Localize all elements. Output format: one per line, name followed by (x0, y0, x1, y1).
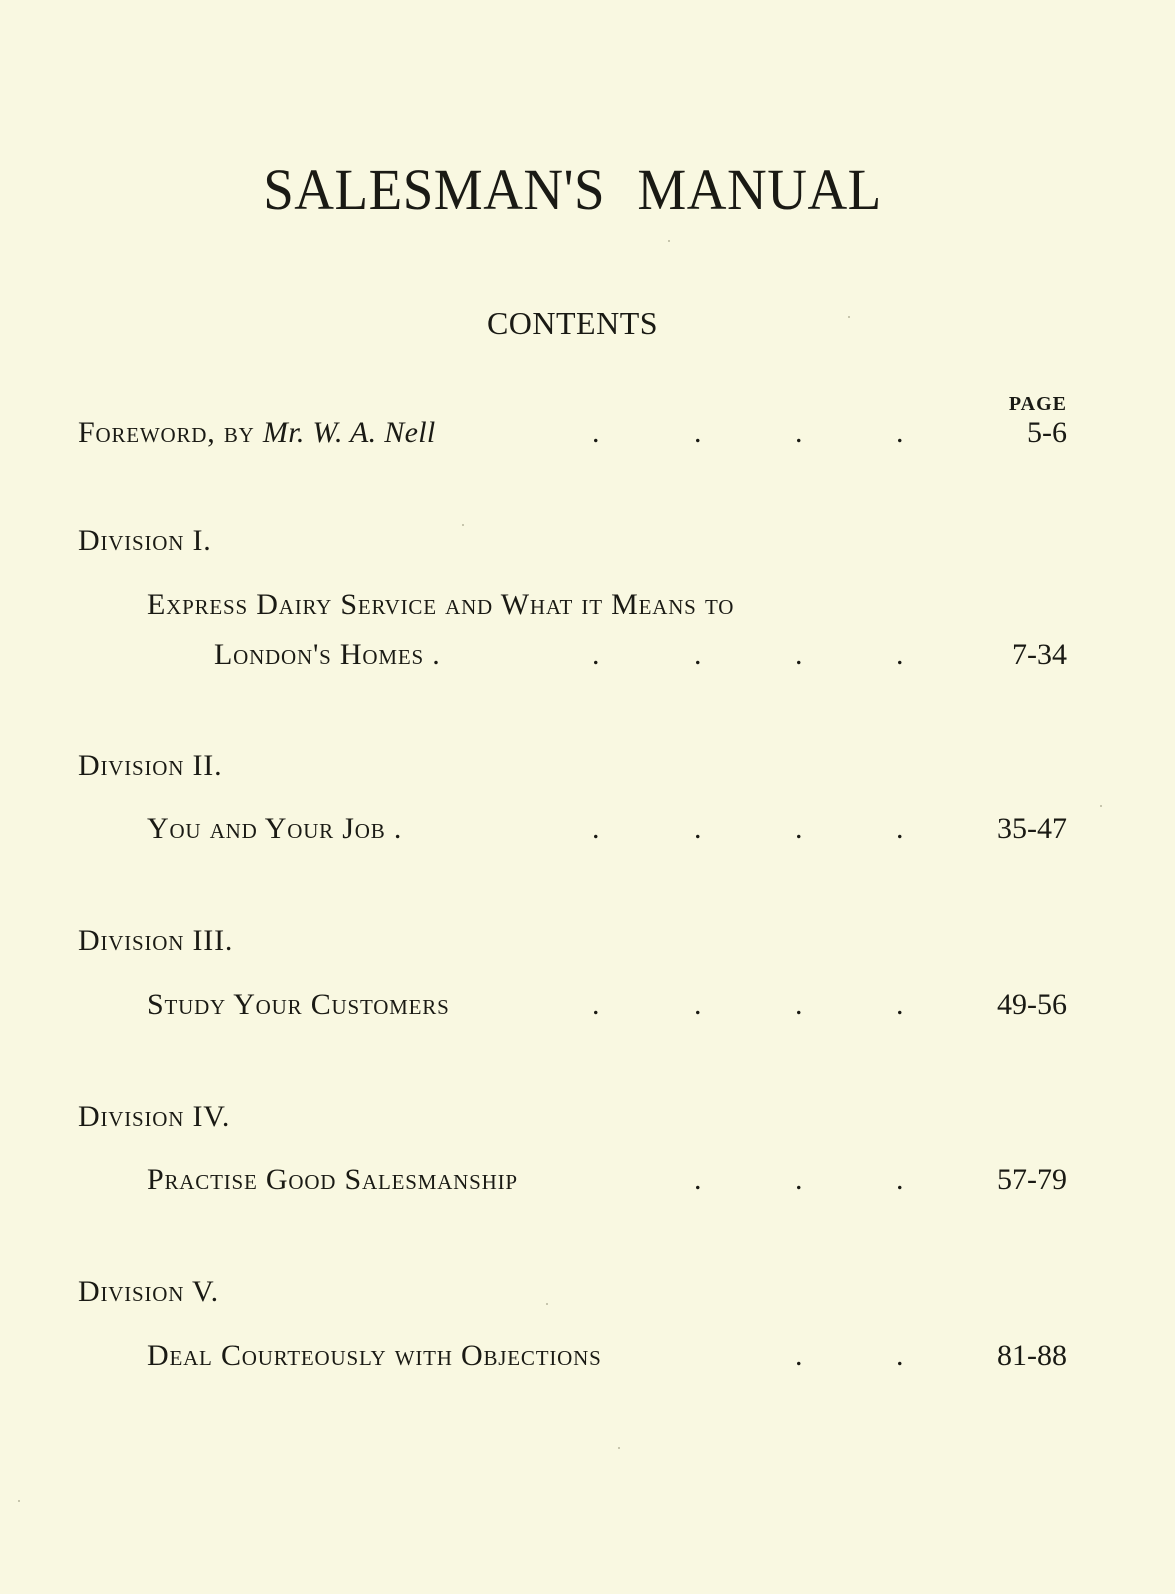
leader-dot: . (694, 416, 702, 449)
foreword-label (78, 418, 435, 448)
leader-dot: . (795, 812, 803, 845)
leader-dot: . (896, 1339, 904, 1372)
leader-dot: . (694, 988, 702, 1021)
chapter-pages: 49-56 (997, 988, 1067, 1021)
page-column-label: PAGE (1008, 393, 1067, 415)
chapter-title: Study Your Customers (147, 988, 450, 1021)
chapter-pages: 81-88 (997, 1339, 1067, 1372)
leader-dot: . (592, 416, 600, 449)
leader-dot: . (694, 1163, 702, 1196)
chapter-title: Deal Courteously with Objections (147, 1339, 602, 1372)
leader-dot: . (795, 988, 803, 1021)
manual-title: SALESMAN'S MANUAL (263, 157, 882, 222)
scan-speck (848, 316, 850, 318)
chapter-pages: 35-47 (997, 812, 1067, 845)
scan-speck (546, 1303, 548, 1305)
leader-dot: . (592, 638, 600, 671)
leader-dot: . (795, 638, 803, 671)
chapter-title: Practise Good Salesmanship (147, 1163, 518, 1196)
scan-speck (1100, 805, 1102, 807)
leader-dot: . (795, 416, 803, 449)
division-4-heading: Division IV. (78, 1100, 231, 1133)
leader-dot: . (592, 812, 600, 845)
scan-speck (668, 240, 670, 242)
scan-speck (462, 524, 464, 526)
leader-dot: . (694, 812, 702, 845)
chapter-pages: 57-79 (997, 1163, 1067, 1196)
chapter-title-cont: London's Homes . (214, 638, 441, 671)
leader-dot: . (896, 638, 904, 671)
leader-dot: . (896, 416, 904, 449)
division-3-heading: Division III. (78, 924, 234, 957)
leader-dot: . (896, 1163, 904, 1196)
leader-dot: . (896, 988, 904, 1021)
division-1-heading: Division I. (78, 524, 212, 557)
leader-dot: . (795, 1163, 803, 1196)
leader-dot: . (592, 988, 600, 1021)
foreword-author: Mr. W. A. Nell (262, 416, 436, 449)
division-5-heading: Division V. (78, 1275, 219, 1308)
chapter-pages: 7-34 (1012, 638, 1067, 671)
chapter-title: You and Your Job . (147, 812, 403, 845)
leader-dot: . (694, 638, 702, 671)
leader-dot: . (795, 1339, 803, 1372)
scan-speck (18, 1500, 20, 1502)
division-2-heading: Division II. (78, 749, 223, 782)
leader-dot: . (896, 812, 904, 845)
foreword-prefix: Foreword, by (78, 416, 263, 449)
chapter-title: Express Dairy Service and What it Means to (147, 588, 735, 621)
foreword-pages: 5-6 (1027, 416, 1067, 449)
contents-heading: CONTENTS (486, 305, 659, 341)
scan-speck (618, 1447, 620, 1449)
